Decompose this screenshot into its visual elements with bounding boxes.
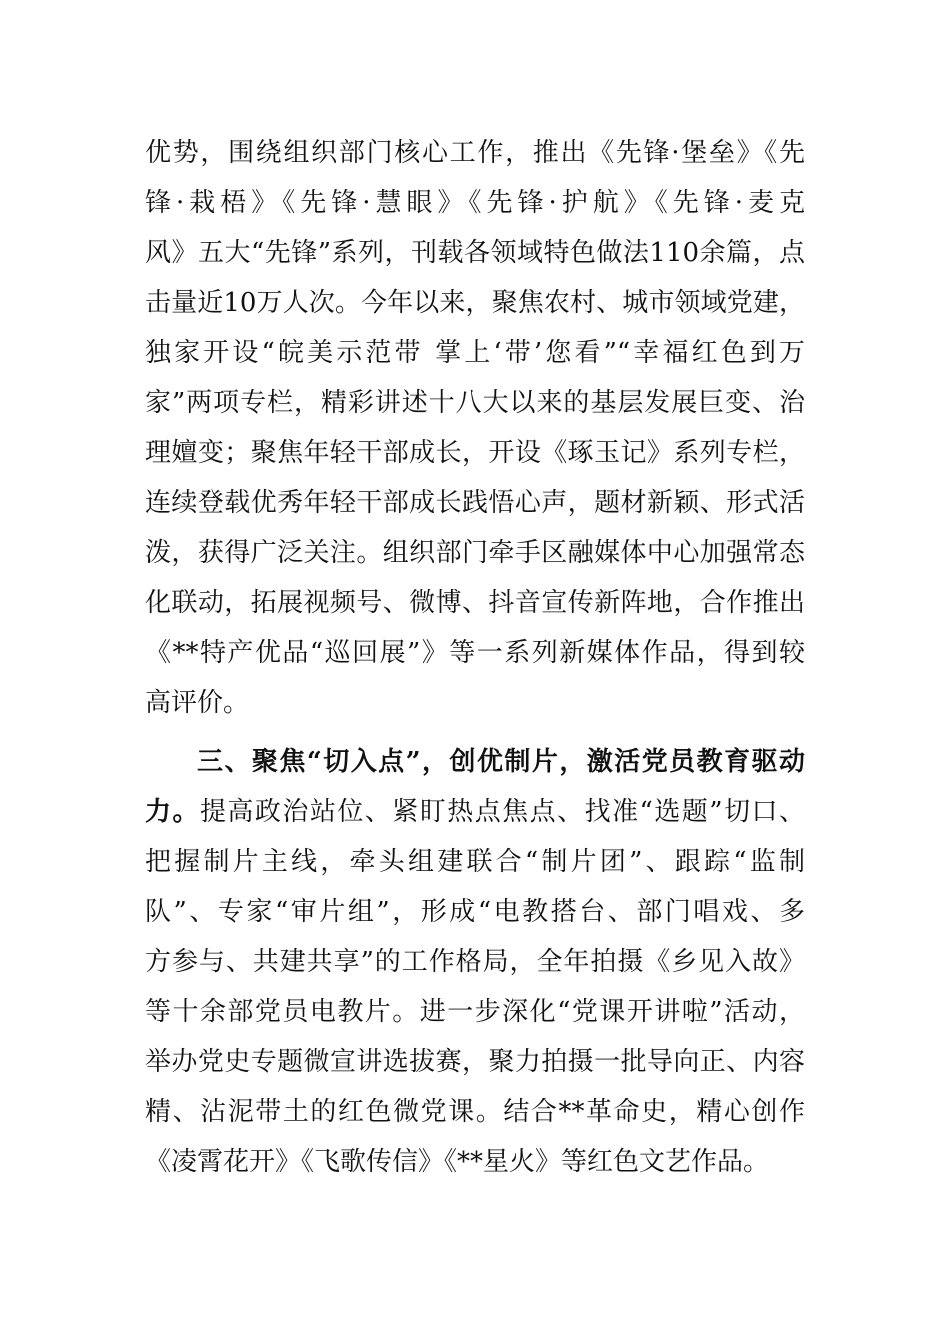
paragraph-2-line-4: 方参与、共建共享”的工作格局，全年拍摄《乡见入故》 [145,947,805,977]
paragraph-1-line-2: 锋·栽梧》《先锋·慧眼》《先锋·护航》《先锋·麦克 [145,188,805,218]
paragraph-2-line-5: 等十余部党员电教片。进一步深化“党课开讲啦”活动， [145,997,805,1027]
paragraph-1-line-1: 优势，围绕组织部门核心工作，推出《先锋·堡垒》《先 [145,138,805,168]
paragraph-1-line-7: 理嬗变；聚焦年轻干部成长，开设《琢玉记》系列专栏， [145,438,805,468]
paragraph-2-line-2: 把握制片主线，牵头组建联合“制片团”、跟踪“监制 [145,847,805,877]
paragraph-1-line-11: 《**特产优品“巡回展”》等一系列新媒体作品，得到较 [145,638,805,668]
paragraph-1-line-4: 击量近10万人次。今年以来，聚焦农村、城市领域党建， [145,288,805,318]
paragraph-2-line-1-text: 提高政治站位、紧盯热点焦点、找准“选题”切口、 [199,797,805,827]
paragraph-1-line-9: 泼，获得广泛关注。组织部门牵手区融媒体中心加强常态 [145,538,805,568]
paragraph-2-line-1 [145,794,805,830]
paragraph-1-line-8: 连续登载优秀年轻干部成长践悟心声，题材新颖、形式活 [145,488,805,518]
paragraph-1-line-6: 家”两项专栏，精彩讲述十八大以来的基层发展巨变、治 [145,388,805,418]
section-heading: 三、聚焦“切入点”，创优制片，激活党员教育驱动 [197,747,805,777]
paragraph-2-line-6: 举办党史专题微宣讲选拔赛，聚力拍摄一批导向正、内容 [145,1047,805,1077]
paragraph-2-line-3: 队”、专家“审片组”，形成“电教搭台、部门唱戏、多 [145,897,805,927]
paragraph-2-line-8: 《凌霄花开》《飞歌传信》《**星火》等红色文艺作品。 [145,1147,770,1177]
section-heading-tail: 力。 [145,797,200,827]
paragraph-1-line-10: 化联动，拓展视频号、微博、抖音宣传新阵地，合作推出 [145,588,805,618]
paragraph-1-line-12: 高评价。 [145,688,250,718]
paragraph-1-line-5: 独家开设“皖美示范带 掌上‘带’您看”“幸福红色到万 [145,338,805,368]
paragraph-2-line-7: 精、沾泥带土的红色微党课。结合**革命史，精心创作 [145,1097,805,1127]
paragraph-1-line-3: 风》五大“先锋”系列，刊载各领域特色做法110余篇，点 [145,238,805,268]
